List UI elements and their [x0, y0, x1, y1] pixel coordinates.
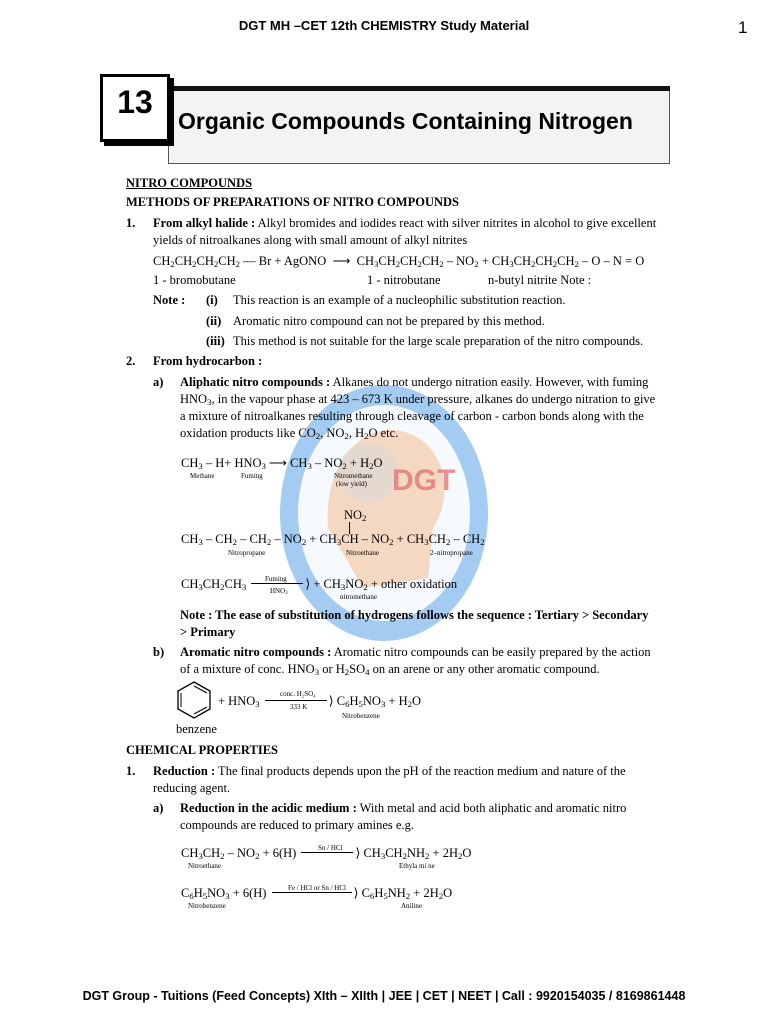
label-nitroethane-2: Nitroethane [188, 862, 222, 870]
item2a-text1: Alkanes do not undergo nitration easily. However, with fuming [330, 375, 649, 389]
item2b-line2: of a mixture of conc. $HNO_3$ or $H_2SO_4$ on an arene or any other aromatic compound. [180, 662, 600, 678]
label-aniline: Aniline [401, 902, 422, 910]
chapter-number: 13 [117, 84, 153, 120]
item2-number: 2. [126, 354, 136, 368]
item2b-number: b) [153, 645, 165, 659]
label-conc-h2so4: conc. H₂SO₄ [280, 690, 316, 698]
chapter-title: Organic Compounds Containing Nitrogen [178, 108, 633, 134]
reduction-line1 [153, 763, 673, 780]
item1-lead: From alkyl halide : [153, 216, 256, 230]
reduction-line2: reducing agent. [153, 781, 231, 795]
label-ethylamine: Ethyla mi ne [399, 862, 435, 870]
label-fuming: Fuming [241, 472, 263, 480]
reduction-a-lead: Reduction in the acidic medium : [180, 801, 357, 815]
item2a-line1 [180, 374, 670, 391]
reduction-a-line1 [180, 800, 670, 817]
note-num-1: (i) [206, 293, 218, 307]
note-text-3: This method is not suitable for the large scale preparation of the nitro compounds. [233, 334, 644, 348]
chapter-banner-rule [168, 86, 670, 91]
equation-propane-products: $CH_3 - CH_2 - CH_2 - NO_2 + CH_3CH - NO_2 + CH_3CH_2 - CH_2$ [181, 532, 485, 548]
item2b-text3: on an arene or any other aromatic compound. [369, 662, 600, 676]
item2b-line1 [180, 644, 670, 661]
page-number: 1 [738, 18, 748, 37]
page-footer: DGT Group - Tuitions (Feed Concepts) XIth – XIIth | JEE | CET | NEET | Call : 9920154035 / 8169861448 [82, 989, 686, 1003]
item2b-lead: Aromatic nitro compounds : [180, 645, 332, 659]
item2a-lead: Aliphatic nitro compounds : [180, 375, 331, 389]
reduction-a-number: a) [153, 801, 164, 815]
sub-heading-preparation: METHODS OF PREPARATIONS OF NITRO COMPOUNDS [126, 195, 459, 209]
label-nitromethane: Nitromethane [334, 472, 373, 480]
page-header-title: DGT MH –CET 12th CHEMISTRY Study Material [238, 18, 530, 33]
label-methane: Methane [190, 472, 215, 480]
benzene-ring-icon [176, 680, 212, 720]
item2a-text4: oxidation products like CO [180, 426, 316, 440]
item2a-line3: a mixture of nitroalkanes resulting through cleavage of carbon - carbon bonds along with the [180, 409, 644, 423]
item2b-text2: of a mixture of conc. HNO [180, 662, 315, 676]
note-num-3: (iii) [206, 334, 225, 348]
item1-line2: yields of nitroalkanes along with small amount of alkyl nitrites [153, 233, 468, 247]
item2-lead: From hydrocarbon : [153, 354, 263, 368]
label-benzene: benzene [176, 722, 217, 736]
label-other-oxidation: other oxidation [381, 577, 458, 591]
label-2-nitropropane: 2–nitropropane [430, 549, 473, 557]
substitution-note-line2: > Primary [180, 625, 236, 639]
equation-alkyl-halide: $CH_2CH_2CH_2CH_2$ — Br + AgONO ⟶ $CH_3CH_2CH_2CH_2 - NO_2 + CH_3CH_2CH_2CH_2 - O - N = O$ [153, 254, 645, 270]
item2a-number: a) [153, 375, 164, 389]
label-hno3-arrow: $HNO_3$ [270, 587, 288, 597]
label-fe-hcl: Fe / HCl or Sn / HCl [288, 884, 346, 892]
section-heading-nitro: NITRO COMPOUNDS [126, 176, 253, 190]
equation-nitroethane-reduction: $CH_3CH_2 - NO_2 + 6(H)$ ⟩ $CH_3CH_2NH_2 + 2H_2O$ [181, 846, 472, 862]
label-nitrobenzene: Nitrobenzene [342, 712, 380, 720]
reduction-text1: The final products depends upon the pH of the reaction medium and nature of the [215, 764, 626, 778]
note-text-2: Aromatic nitro compound can not be prepared by this method. [233, 314, 545, 328]
item1-line1 [153, 215, 673, 232]
note-num-2: (ii) [206, 314, 222, 328]
label-333k: 333 K [290, 703, 308, 711]
reduction-a-text1: With metal and acid both aliphatic and aromatic nitro [356, 801, 627, 815]
item2a-text2: , in the vapour phase at 423 – 673 K under pressure, alkanes do undergo nitration to give [211, 392, 656, 406]
item2b-text1: Aromatic nitro compounds can be easily prepared by the action [331, 645, 651, 659]
label-sn-hcl: Sn / HCl [318, 844, 343, 852]
label-butyl-nitrite: n-butyl nitrite Note : [488, 273, 592, 287]
label-bromobutane: 1 - bromobutane [153, 273, 236, 287]
nitro-branch-label: $NO_2$ [344, 508, 367, 524]
item2a-line2: $HNO_3$, in the vapour phase at 423 – 673 K under pressure, alkanes do undergo nitration to give [180, 392, 656, 408]
label-low-yield: (low yield) [336, 480, 367, 488]
substitution-note-line1: Note : The ease of substitution of hydrogens follows the sequence : Tertiary > Secondary [180, 608, 649, 622]
note-text-1: This reaction is an example of a nucleophilic substitution reaction. [233, 293, 566, 307]
item1-number: 1. [126, 216, 136, 230]
equation-methane-nitration: $CH_3 - H+ HNO_3$ ⟶ $CH_3 - NO_2 + H_2O$ [181, 456, 383, 472]
item2a-line4: oxidation products like $CO_2$, $NO_2$, $H_2O$ etc. [180, 426, 399, 442]
item1-text1: Alkyl bromides and iodides react with silver nitrites in alcohol to give excellent [255, 216, 657, 230]
chemical-properties-heading: CHEMICAL PROPERTIES [126, 743, 279, 757]
label-nitroethane: Nitroethane [346, 549, 380, 557]
watermark-text: DGT [392, 464, 456, 497]
note-label: Note : [153, 293, 186, 307]
equation-nitrobenzene-reduction: $C_6H_5NO_3 + 6(H)$ ⟩ $C_6H_5NH_2 + 2H_2O$ [181, 886, 453, 902]
label-fuming-arrow: Fuming [265, 575, 287, 583]
reduction-a-line2: compounds are reduced to primary amines e.g. [180, 818, 414, 832]
reduction-lead: Reduction : [153, 764, 216, 778]
reduction-number: 1. [126, 764, 136, 778]
equation-benzene-nitration: + $HNO_3$ ⟩ $C_6H_5NO_3 + H_2O$ [218, 694, 422, 710]
label-nitrobutane: 1 - nitrobutane [367, 273, 441, 287]
equation-propane-oxidation: $CH_3CH_2CH_3$ ⟩ + $CH_3NO_2$ + other oxidation [181, 577, 458, 593]
label-nitromethane-2: nitromethane [340, 593, 377, 601]
label-nitrobenzene-2: Nitrobenzene [188, 902, 226, 910]
label-nitropropane: Nitropropane [228, 549, 266, 557]
